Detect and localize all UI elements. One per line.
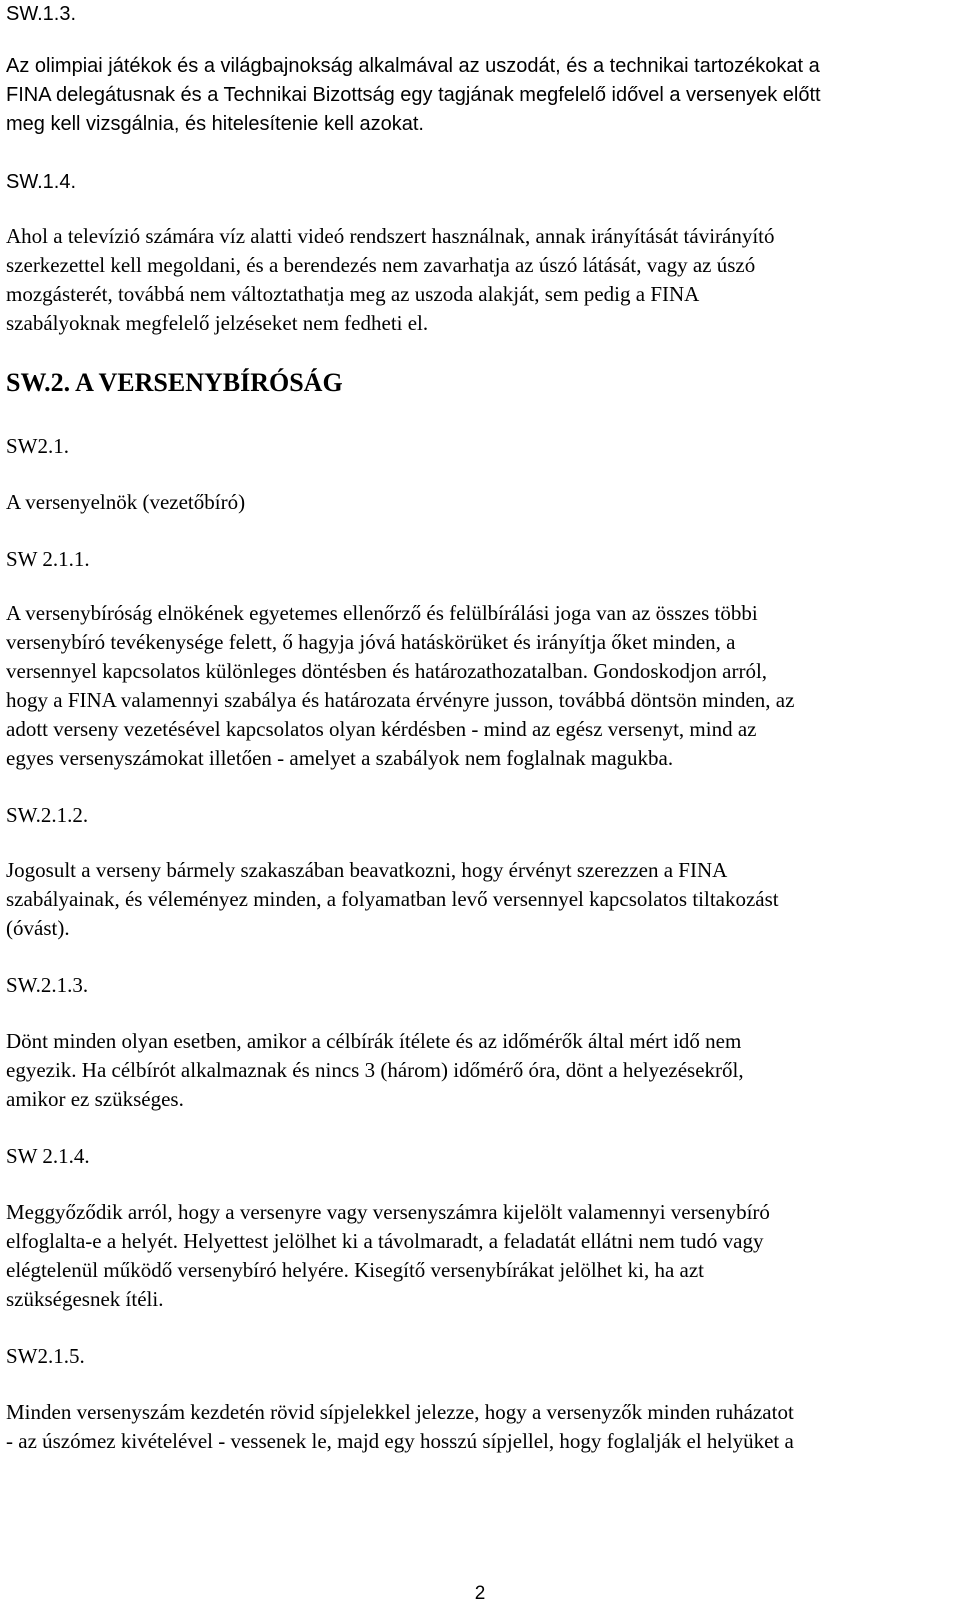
paragraph-line: Dönt minden olyan esetben, amikor a célbírák ítélete és az időmérők által mért idő nem xyxy=(6,1029,742,1053)
chapter-heading: SW.2. A VERSENYBÍRÓSÁG xyxy=(6,368,343,397)
paragraph-line: egyezik. Ha célbírót alkalmaznak és nincs 3 (három) időmérő óra, dönt a helyezésekről, xyxy=(6,1058,744,1082)
rule-heading: SW 2.1.4. xyxy=(6,1144,90,1168)
paragraph-line: Az olimpiai játékok és a világbajnokság alkalmával az uszodát, és a technikai tartozékokat a xyxy=(6,55,820,77)
paragraph-line: meg kell vizsgálnia, és hitelesítenie kell azokat. xyxy=(6,113,424,135)
page-number: 2 xyxy=(474,1583,486,1604)
paragraph-line: A versenybíróság elnökének egyetemes ellenőrző és felülbírálási joga van az összes többi xyxy=(6,601,758,625)
rule-heading: SW.2.1.3. xyxy=(6,973,89,997)
paragraph-line: szükségesnek ítéli. xyxy=(6,1287,164,1311)
subsection-number: SW2.1. xyxy=(6,434,69,458)
paragraph-line: FINA delegátusnak és a Technikai Bizottság egy tagjának megfelelő idővel a versenyek előtt xyxy=(6,84,821,106)
paragraph-line: elégtelenül működő versenybíró helyére. Kisegítő versenybírákat jelölhet ki, ha azt xyxy=(6,1258,705,1282)
paragraph-line: mozgásterét, továbbá nem változtathatja meg az uszoda alakját, sem pedig a FINA xyxy=(6,282,700,306)
subsection-title: A versenyelnök (vezetőbíró) xyxy=(6,490,246,514)
paragraph-line: Ahol a televízió számára víz alatti videó rendszert használnak, annak irányítását távirányító xyxy=(6,224,775,248)
paragraph-line: - az úszómez kivételével - vessenek le, majd egy hosszú sípjellel, hogy foglalják el helyüket a xyxy=(6,1429,794,1453)
paragraph-line: amikor ez szükséges. xyxy=(6,1087,184,1111)
paragraph-line: Meggyőződik arról, hogy a versenyre vagy versenyszámra kijelölt valamennyi versenybíró xyxy=(6,1200,770,1224)
rule-heading: SW.2.1.2. xyxy=(6,803,89,827)
paragraph-line: egyes versenyszámokat illetően - amelyet a szabályok nem foglalnak magukba. xyxy=(6,746,674,770)
paragraph-line: Minden versenyszám kezdetén rövid sípjelekkel jelezze, hogy a versenyzők minden ruházatot xyxy=(6,1400,794,1424)
paragraph-line: versenybíró tevékenysége felett, ő hagyja jóvá hatáskörüket és irányítja őket minden, a xyxy=(6,630,736,654)
rule-heading: SW2.1.5. xyxy=(6,1344,85,1368)
paragraph-line: (óvást). xyxy=(6,916,70,940)
paragraph-line: szerkezettel kell megoldani, és a berendezés nem zavarhatja az úszó látását, vagy az úszó xyxy=(6,253,756,277)
paragraph-line: versennyel kapcsolatos különleges döntésben és határozathozatalban. Gondoskodjon arról, xyxy=(6,659,768,683)
paragraph-line: szabályainak, és véleményez minden, a folyamatban levő versennyel kapcsolatos tiltakozást xyxy=(6,887,779,911)
paragraph-line: szabályoknak megfelelő jelzéseket nem fedheti el. xyxy=(6,311,429,335)
section-heading: SW.1.3. xyxy=(6,3,77,25)
section-heading: SW.1.4. xyxy=(6,171,77,193)
paragraph-line: adott verseny vezetésével kapcsolatos olyan kérdésben - mind az egész versenyt, mind az xyxy=(6,717,757,741)
paragraph-line: hogy a FINA valamennyi szabálya és határozata érvényre jusson, továbbá döntsön minden, az xyxy=(6,688,795,712)
rule-heading: SW 2.1.1. xyxy=(6,547,90,571)
paragraph-line: elfoglalta-e a helyét. Helyettest jelölhet ki a távolmaradt, a feladatát ellátni nem tudó vagy xyxy=(6,1229,764,1253)
paragraph-line: Jogosult a verseny bármely szakaszában beavatkozni, hogy érvényt szerezzen a FINA xyxy=(6,858,728,882)
